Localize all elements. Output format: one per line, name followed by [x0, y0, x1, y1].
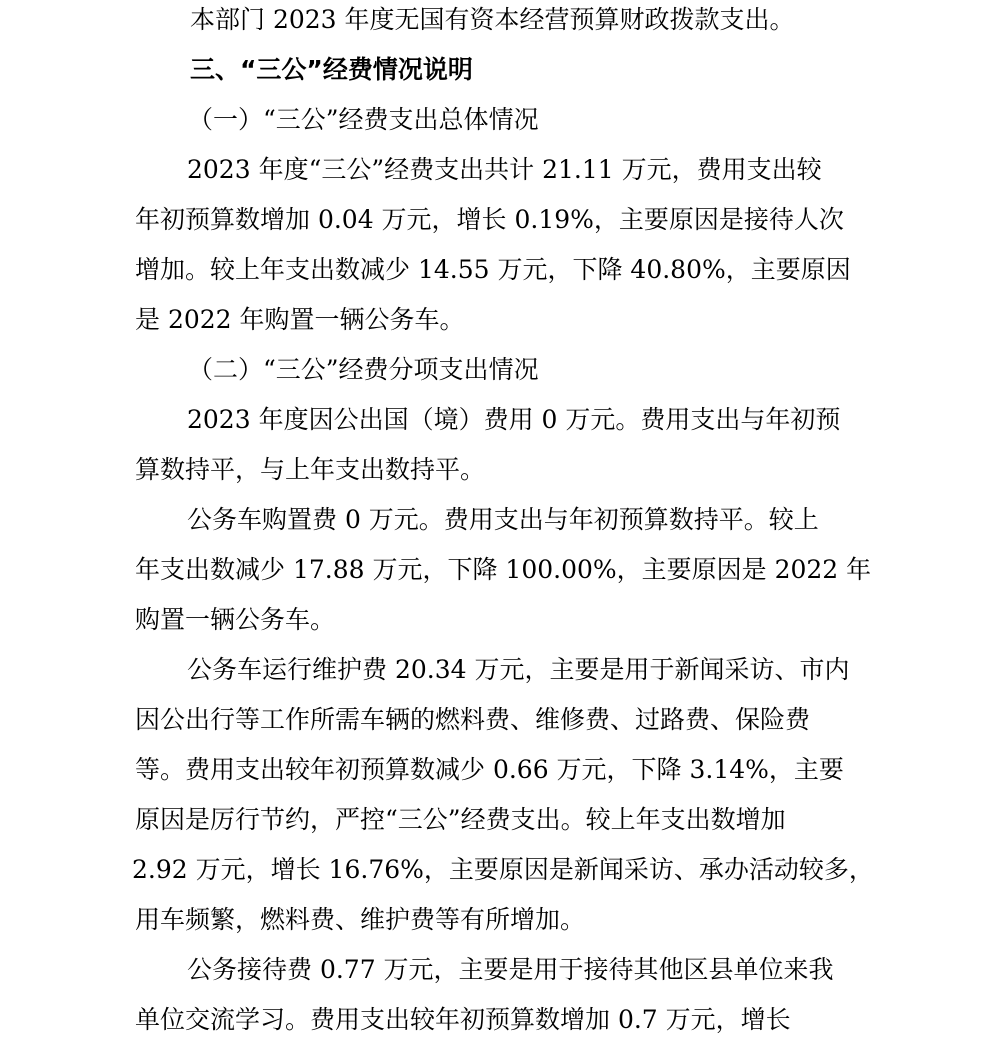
paragraph-line: 原因是厉行节约，严控“三公”经费支出。较上年支出数增加: [135, 805, 786, 834]
paragraph-line: 年支出数减少 17.88 万元，下降 100.00%，主要原因是 2022 年: [135, 555, 872, 584]
paragraph-line: 增加。较上年支出数减少 14.55 万元，下降 40.80%，主要原因: [135, 255, 851, 284]
paragraph-line: 因公出行等工作所需车辆的燃料费、维修费、过路费、保险费: [135, 705, 811, 734]
subsection-heading: （二）“三公”经费分项支出情况: [188, 355, 539, 384]
paragraph-line: 2023 年度“三公”经费支出共计 21.11 万元，费用支出较: [187, 155, 822, 184]
paragraph-line: 公务车购置费 0 万元。费用支出与年初预算数持平。较上: [187, 505, 819, 534]
paragraph-line: 本部门 2023 年度无国有资本经营预算财政拨款支出。: [190, 5, 795, 34]
paragraph-line: 等。费用支出较年初预算数减少 0.66 万元，下降 3.14%，主要: [135, 755, 844, 784]
paragraph-line: 公务接待费 0.77 万元，主要是用于接待其他区县单位来我: [187, 955, 834, 984]
paragraph-line: 2.92 万元，增长 16.76%，主要原因是新闻采访、承办活动较多，: [132, 855, 874, 884]
section-heading: 三、“三公”经费情况说明: [190, 55, 473, 84]
paragraph-line: 算数持平，与上年支出数持平。: [135, 455, 486, 484]
paragraph-line: 用车频繁，燃料费、维护费等有所增加。: [135, 905, 586, 934]
subsection-heading: （一）“三公”经费支出总体情况: [188, 105, 539, 134]
paragraph-line: 购置一辆公务车。: [135, 605, 336, 634]
paragraph-line: 公务车运行维护费 20.34 万元，主要是用于新闻采访、市内: [187, 655, 850, 684]
paragraph-line: 是 2022 年购置一辆公务车。: [135, 305, 465, 334]
paragraph-line: 单位交流学习。费用支出较年初预算数增加 0.7 万元，增长: [135, 1005, 791, 1034]
paragraph-line: 2023 年度因公出国（境）费用 0 万元。费用支出与年初预: [187, 405, 841, 434]
paragraph-line: 年初预算数增加 0.04 万元，增长 0.19%，主要原因是接待人次: [135, 205, 844, 234]
